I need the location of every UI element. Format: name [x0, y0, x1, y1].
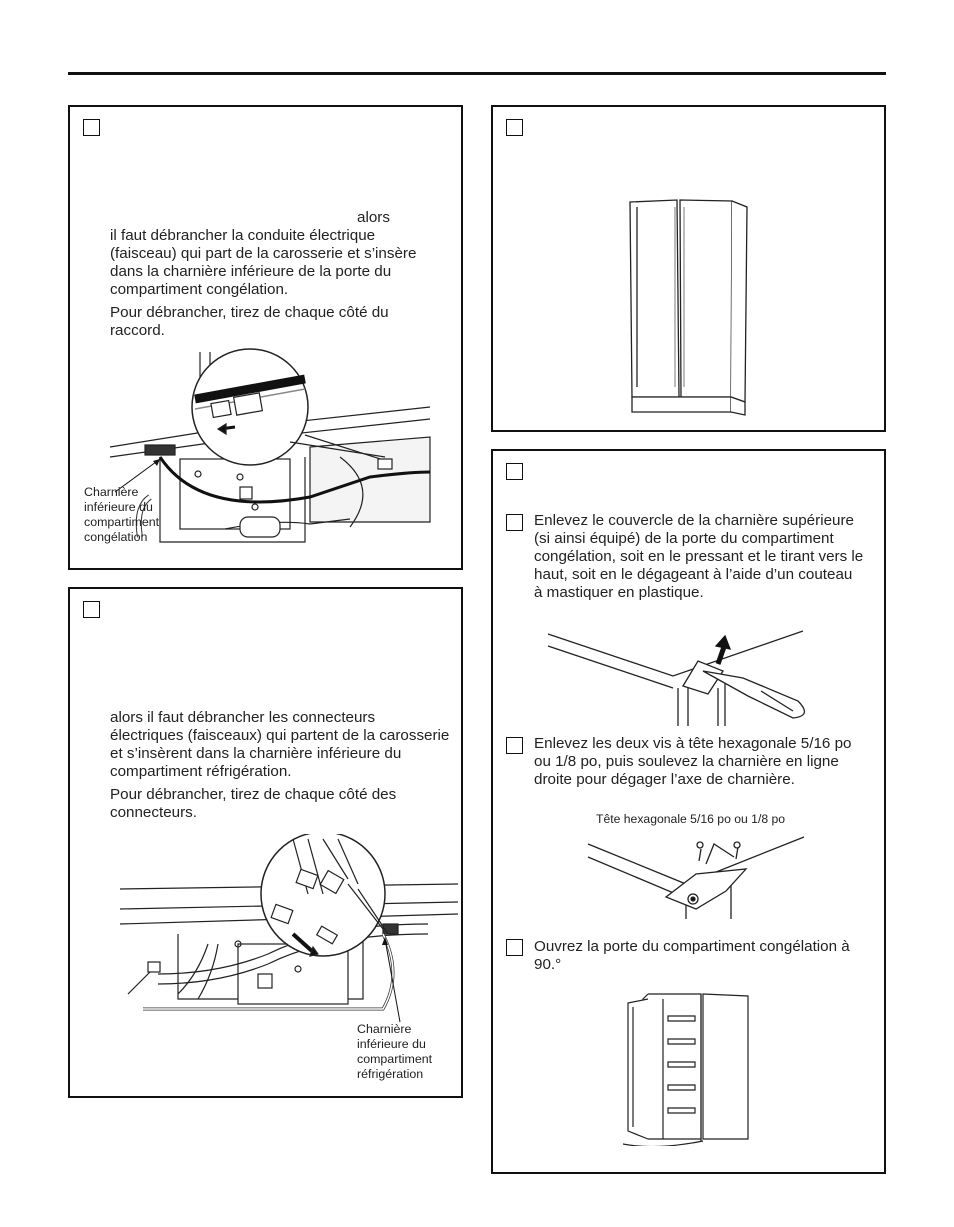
- header-rule: [68, 72, 886, 75]
- step-checkbox[interactable]: [83, 119, 100, 136]
- panel-refrigerator-front: [491, 105, 886, 432]
- step3-checkbox[interactable]: [506, 939, 523, 956]
- step1-checkbox[interactable]: [506, 514, 523, 531]
- panel-fridge-wire: [68, 587, 463, 1098]
- step1-text: Enlevez le couvercle de la charnière supérieure (si ainsi équipé) de la porte du compartiment congélation, soit en le pressant et le tirant vers le haut, soit en le dégageant à l’aide d’un couteau à mastiquer en plastique.: [534, 512, 864, 601]
- alors-text: alors: [357, 209, 390, 226]
- panel-freezer-wire: [68, 105, 463, 570]
- step-checkbox[interactable]: [506, 463, 523, 480]
- hex-head-label: Tête hexagonale 5/16 po ou 1/8 po: [596, 812, 786, 826]
- hinge-caption: Charnière inférieure du compartiment congélation: [84, 485, 160, 544]
- caption-pointer-arrow: [370, 934, 410, 1024]
- hinge-cover-removal-illustration: [543, 626, 823, 731]
- step2-text: Enlevez les deux vis à tête hexagonale 5/16 po ou 1/8 po, puis soulevez la charnière en ligne droite pour dégager l’axe de charnière.: [534, 735, 852, 788]
- panel-hinge-removal: [491, 449, 886, 1174]
- step-checkbox[interactable]: [83, 601, 100, 618]
- instruction-text-2: Pour débrancher, tirez de chaque côté des connecteurs.: [110, 786, 397, 821]
- hinge-caption: Charnière inférieure du compartiment réfrigération: [357, 1022, 433, 1081]
- instruction-text-2: Pour débrancher, tirez de chaque côté du raccord.: [110, 304, 389, 339]
- step-checkbox[interactable]: [506, 119, 523, 136]
- refrigerator-front-illustration: [627, 197, 757, 422]
- step3-text: Ouvrez la porte du compartiment congélation à 90.°: [534, 938, 850, 973]
- instruction-text: alors il faut débrancher les connecteurs électriques (faisceaux) qui partent de la carosserie et s’insèrent dans la charnière inférieure du compartiment réfrigération.: [110, 709, 450, 780]
- open-freezer-door-illustration: [623, 991, 753, 1146]
- instruction-text: il faut débrancher la conduite électrique (faisceau) qui part de la carosserie et s’insère dans la charnière inférieure de la porte du compartiment congélation.: [110, 227, 417, 298]
- hinge-screws-illustration: [586, 829, 811, 921]
- step2-checkbox[interactable]: [506, 737, 523, 754]
